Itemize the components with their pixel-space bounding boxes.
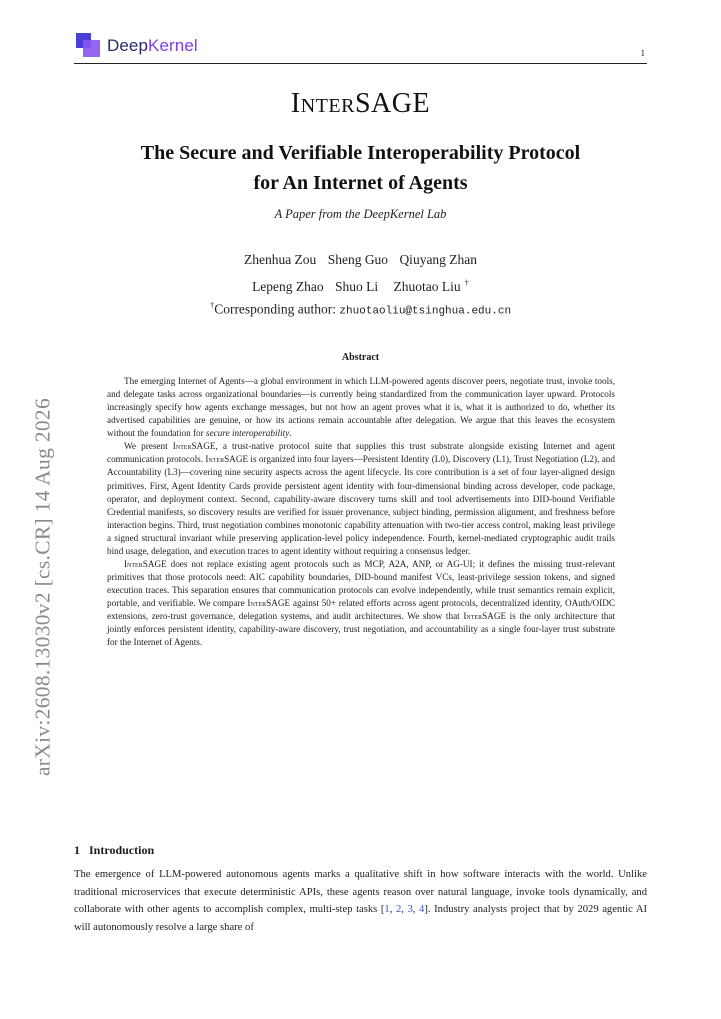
protocol-name: InterSAGE — [247, 598, 291, 609]
paper-subtitle — [74, 138, 647, 198]
section-number: 1 — [74, 843, 80, 857]
corresponding-author — [74, 300, 647, 318]
abstract-paragraph-3: InterSAGE does not replace existing agent protocols such as MCP, A2A, ANP, or AG-UI; it defines the missing trust-relevant primitives that those protocols need: AIC capability boundaries, DID-bound manifest VCs, least-privilege session tokens, and signed execution traces. This separation ensures that communication protocols can evolve independently, while trust semantics remain explicit, portable, and verifiable. We compare InterSAGE against 50+ related efforts across agent protocols, decentralized identity, OAuth/OIDC extensions, zero-trust governance, delegation systems, and audit architectures. We show that InterSAGE is the only architecture that jointly enforces persistent identity, capability-aware discovery, trust negotiation, and accountability as a single four-layer trust substrate for the Internet of Agents. — [107, 558, 615, 648]
section-title: Introduction — [89, 843, 155, 857]
corresponding-label: Corresponding author: — [214, 301, 337, 317]
abstract-heading: Abstract — [341, 352, 380, 363]
subtitle-line-1: The Secure and Verifiable Interoperability Protocol — [140, 142, 581, 164]
author: Zhenhua Zou — [243, 252, 317, 267]
author: Zhuotao Liu † — [393, 277, 469, 294]
author-list — [74, 249, 647, 298]
emphasis: secure interoperability — [206, 428, 290, 439]
corresponding-email[interactable]: zhuotaoliu@tsinghua.edu.cn — [339, 305, 512, 318]
protocol-name: InterSAGE — [205, 454, 249, 465]
corresponding-marker: † — [464, 277, 469, 287]
lab-line: A Paper from the DeepKernel Lab — [274, 207, 447, 221]
citation-link[interactable]: 1 — [384, 904, 390, 916]
page-header — [74, 33, 647, 64]
introduction-body — [74, 866, 647, 936]
brand-logo-text — [107, 36, 198, 56]
citation-link[interactable]: 3 — [407, 904, 413, 916]
protocol-name: InterSAGE — [463, 611, 507, 622]
intro-paragraph: The emergence of LLM-powered autonomous agents marks a qualitative shift in how software interacts with the world. Unlike traditional microservices that execute deterministic APIs, these agents reason over natural language, invoke tools dynamically, and collaborate with other agents to accomplish complex, multi-step tasks [1, 2, 3, 4]. Industry analysts project that by 2029 agentic AI will autonomously resolve a large share of — [74, 869, 648, 933]
deepkernel-logo-icon — [76, 33, 100, 57]
paper-title: InterSAGE — [290, 88, 431, 119]
brand-part1: Deep — [107, 36, 149, 55]
abstract-paragraph-2: We present InterSAGE, a trust-native protocol suite that supplies this trust substrate alongside existing Internet and agent communication protocols. InterSAGE is organized into four layers—Persistent Identity (L0), Discovery (L1), Trust Negotiation (L2), and Accountability (L3)—covering nine security aspects across the agent lifecycle. Its core contribution is a set of four layer-aligned design primitives. First, Agent Identity Cards provide persistent agent identity with four-dimensional binding across developer, code package, operator, and deployment context. Second, capability-aware discovery turns skill and tool advertisements into DID-bound Verifiable Credential manifests, so discovery results are verified for issuer provenance, subject binding, permission alignment, and freshness before interaction begins. Third, trust negotiation combines monotonic capability attenuation with two-tier access control, making least privilege a signed structural invariant while preserving application-level policy independence. Fourth, kernel-mediated cryptographic audit trails bind usage, delegation, and execution traces to agent identity without requiring a consensus ledger. — [107, 441, 615, 556]
brand-part2: Kernel — [148, 36, 198, 55]
abstract-body — [107, 375, 615, 649]
author-line-2 — [74, 271, 647, 298]
author: Shuo Li — [335, 278, 379, 294]
author: Sheng Guo — [327, 252, 389, 267]
protocol-name: InterSAGE — [124, 558, 167, 569]
citation-link[interactable]: 4 — [419, 904, 425, 916]
section-heading-introduction — [74, 843, 154, 858]
subtitle-line-2: for An Internet of Agents — [253, 172, 468, 194]
arxiv-stamp: arXiv:2608.13030v2 [cs.CR] 14 Aug 2026 — [30, 397, 55, 777]
protocol-name: InterSAGE — [172, 441, 216, 452]
author: Lepeng Zhao — [252, 278, 324, 294]
citation-link[interactable]: 2 — [395, 904, 402, 916]
abstract-paragraph-1: The emerging Internet of Agents—a global environment in which LLM-powered agents discover peers, negotiate trust, invoke tools, and delegate tasks across organizational boundaries—is currently being standardized from the communication layer upward. Protocols increasingly specify how agents exchange messages, but not how an agent proves what it is, what it is authorized to do, whether its advertised capabilities are genuine, or how its actions remain accountable after delegation. We argue that this leaves the ecosystem without the foundation for secure interoperability. — [107, 376, 615, 439]
author: Qiuyang Zhan — [399, 252, 478, 267]
author-line-1 — [74, 249, 647, 271]
corresponding-marker: † — [209, 300, 215, 310]
page-number: 1 — [640, 48, 645, 58]
